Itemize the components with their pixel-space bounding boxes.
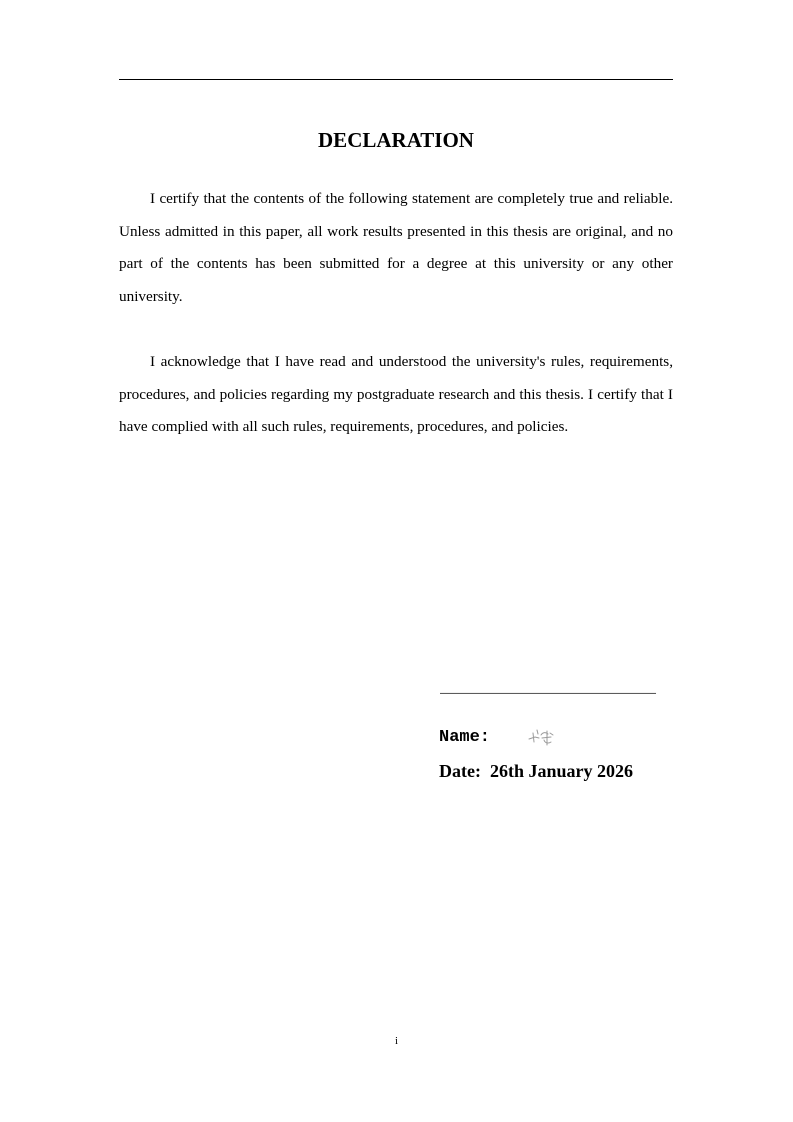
name-label: Name: [439, 728, 491, 747]
page-number: i [394, 1035, 399, 1047]
handwritten-signature [526, 726, 556, 748]
declaration-paragraph-2: I acknowledge that I have read and understood the university's rules, requirements, procedures, and policies regarding my postgraduate research and this thesis. I certify that I have complied with all such rules, requirements, procedures, and policies. [119, 353, 673, 436]
date-row [439, 759, 633, 783]
date-label: Date: [439, 761, 481, 781]
declaration-paragraph-1: I certify that the contents of the following statement are completely true and reliable. Unless admitted in this paper, all work results presented in this thesis are original, and no part of the contents has been submitted for a degree at this university or any other university. [119, 190, 673, 306]
date-value: 26th January 2026 [489, 761, 633, 781]
header-rule [119, 79, 673, 80]
name-row [439, 726, 490, 750]
signature-line: ________________________ [440, 682, 657, 696]
page-title: DECLARATION [318, 128, 474, 152]
